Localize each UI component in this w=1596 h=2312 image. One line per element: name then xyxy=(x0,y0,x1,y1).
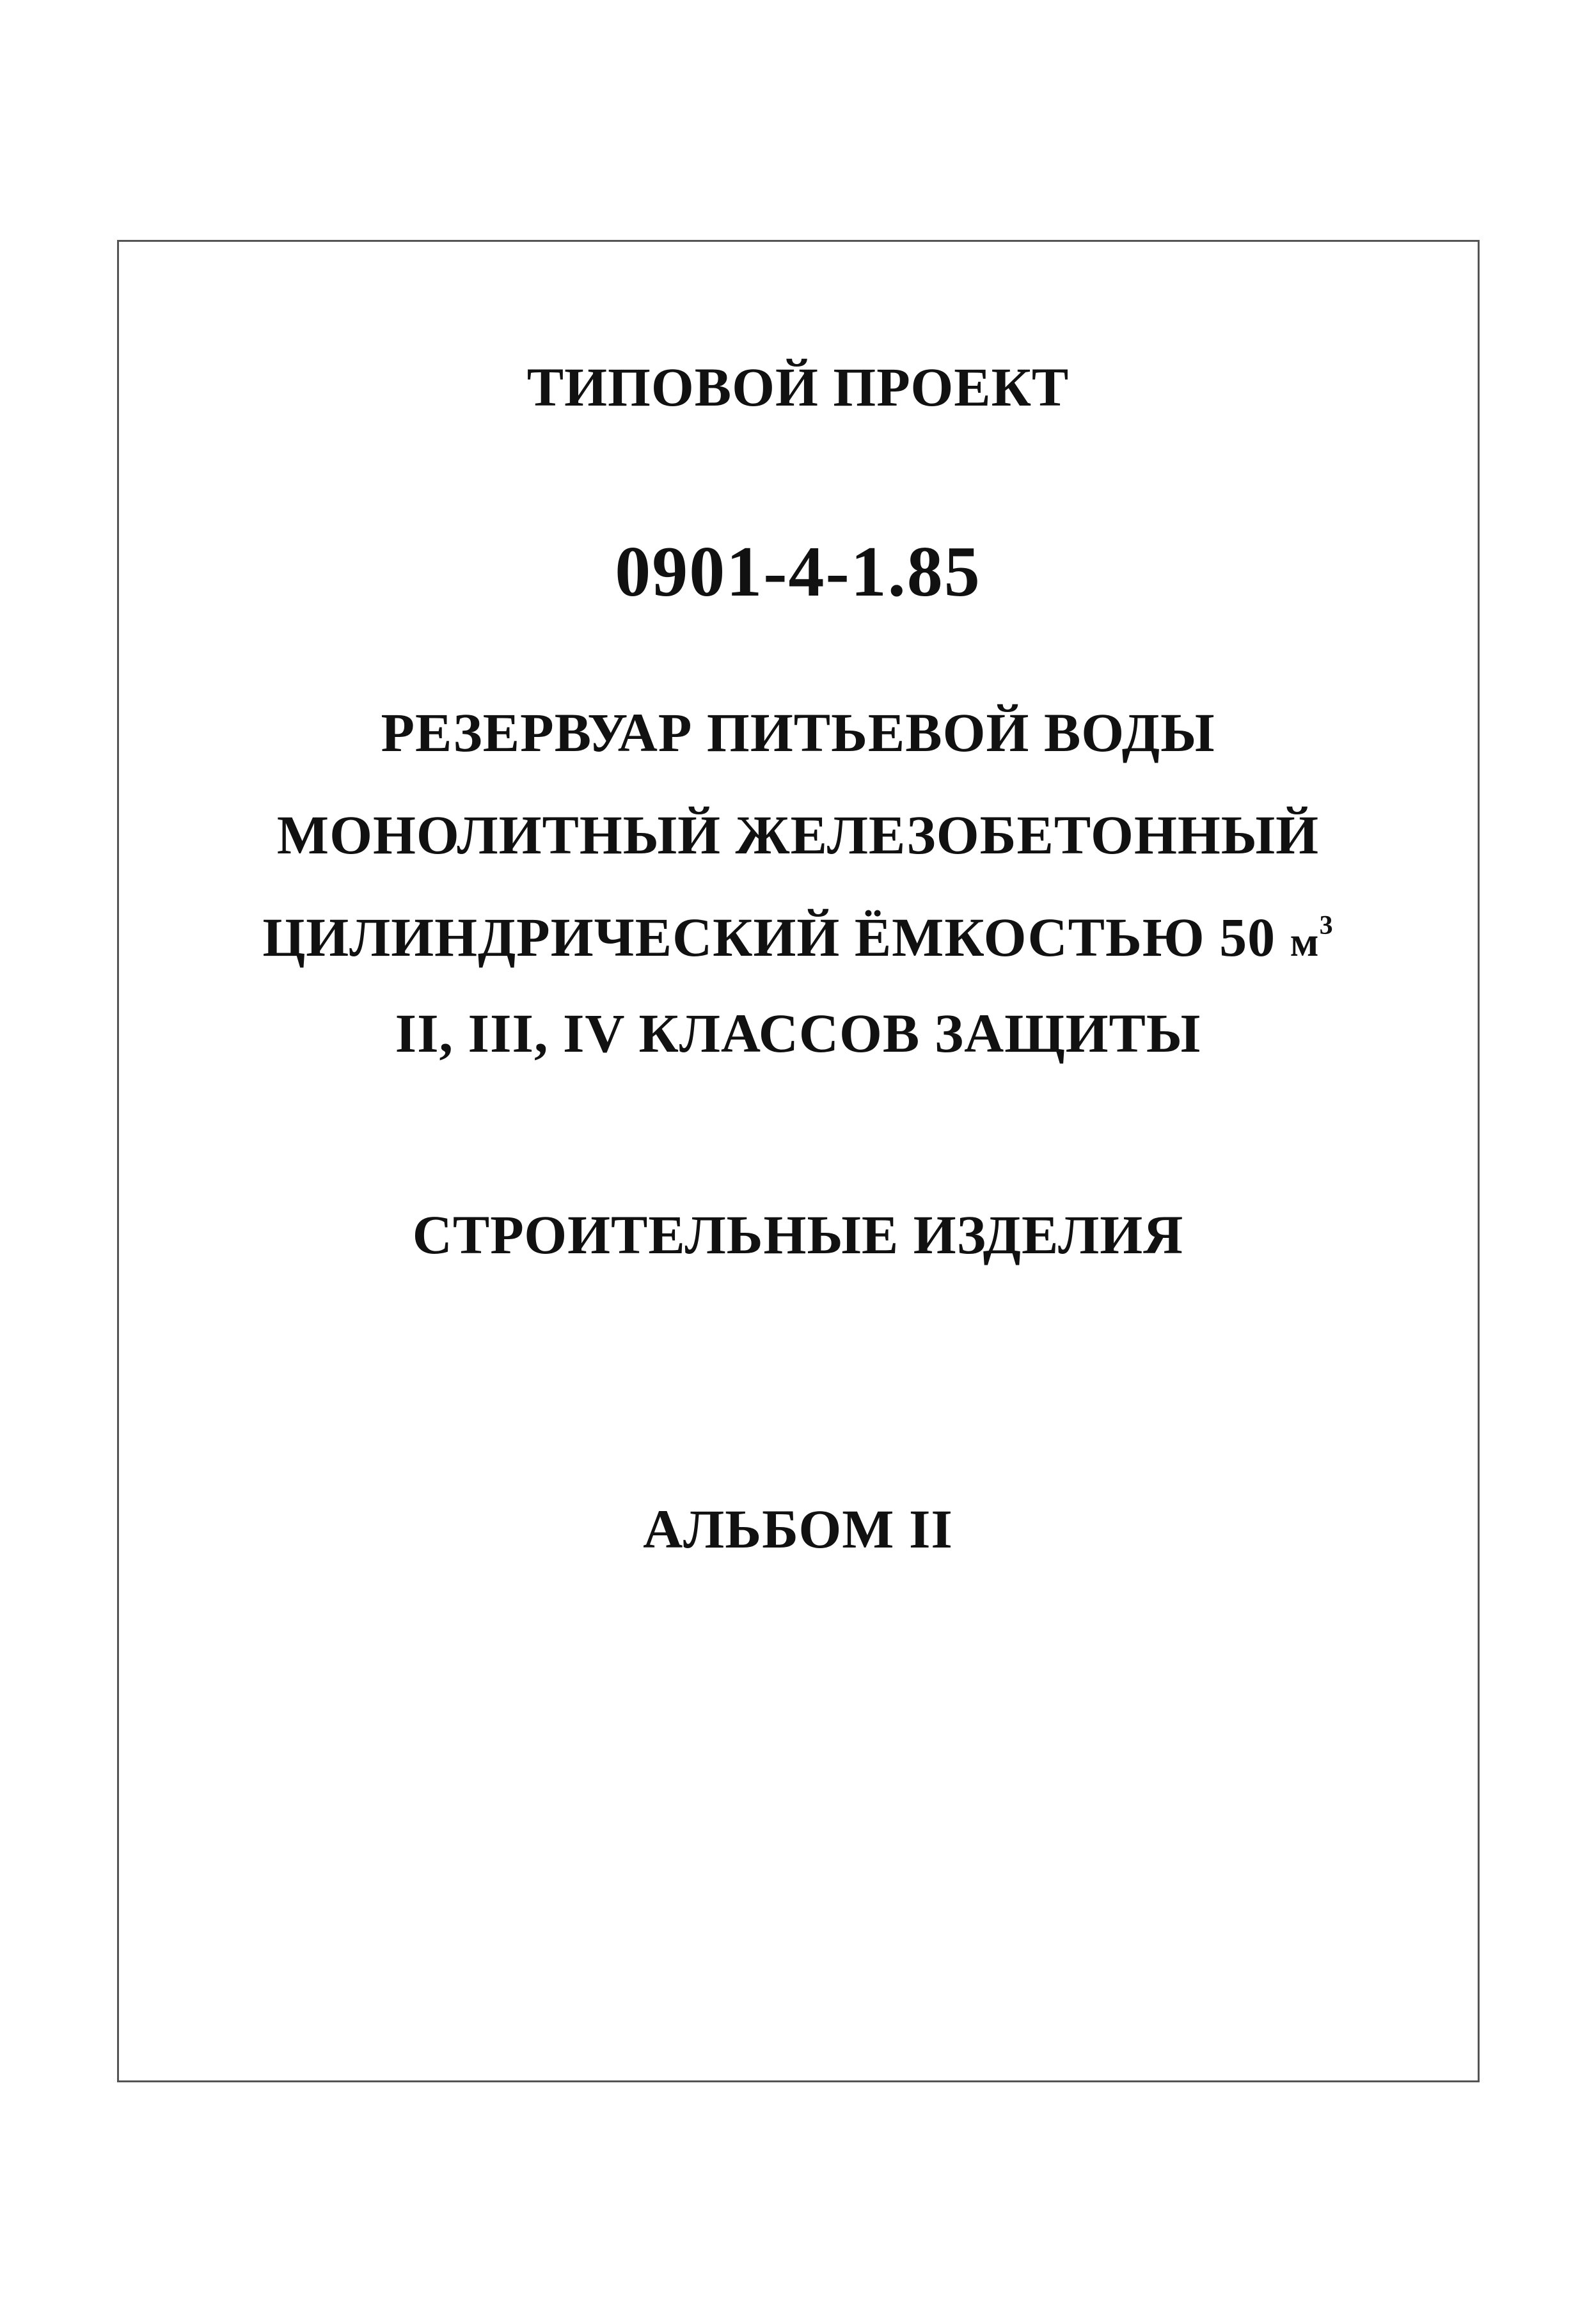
project-code: 0901-4-1.85 xyxy=(615,532,981,612)
volume-unit-label: м xyxy=(1290,919,1320,965)
volume-unit xyxy=(1290,911,1334,965)
title-line-3-text: ЦИЛИНДРИЧЕСКИЙ ЁМКОСТЬЮ 50 xyxy=(262,907,1276,968)
title-line-1: РЕЗЕРВУАР ПИТЬЕВОЙ ВОДЫ xyxy=(381,702,1215,763)
title-line-3 xyxy=(0,905,1596,969)
volume-unit-power: 3 xyxy=(1319,911,1334,940)
title-line-4: II, III, IV КЛАССОВ ЗАЩИТЫ xyxy=(395,1002,1201,1064)
page-border-frame xyxy=(117,240,1480,2082)
section-title: СТРОИТЕЛЬНЫЕ ИЗДЕЛИЯ xyxy=(412,1204,1184,1265)
album-label: АЛЬБОМ II xyxy=(643,1498,953,1560)
project-type-heading: ТИПОВОЙ ПРОЕКТ xyxy=(526,356,1070,418)
title-line-2: МОНОЛИТНЫЙ ЖЕЛЕЗОБЕТОННЫЙ xyxy=(276,804,1320,866)
